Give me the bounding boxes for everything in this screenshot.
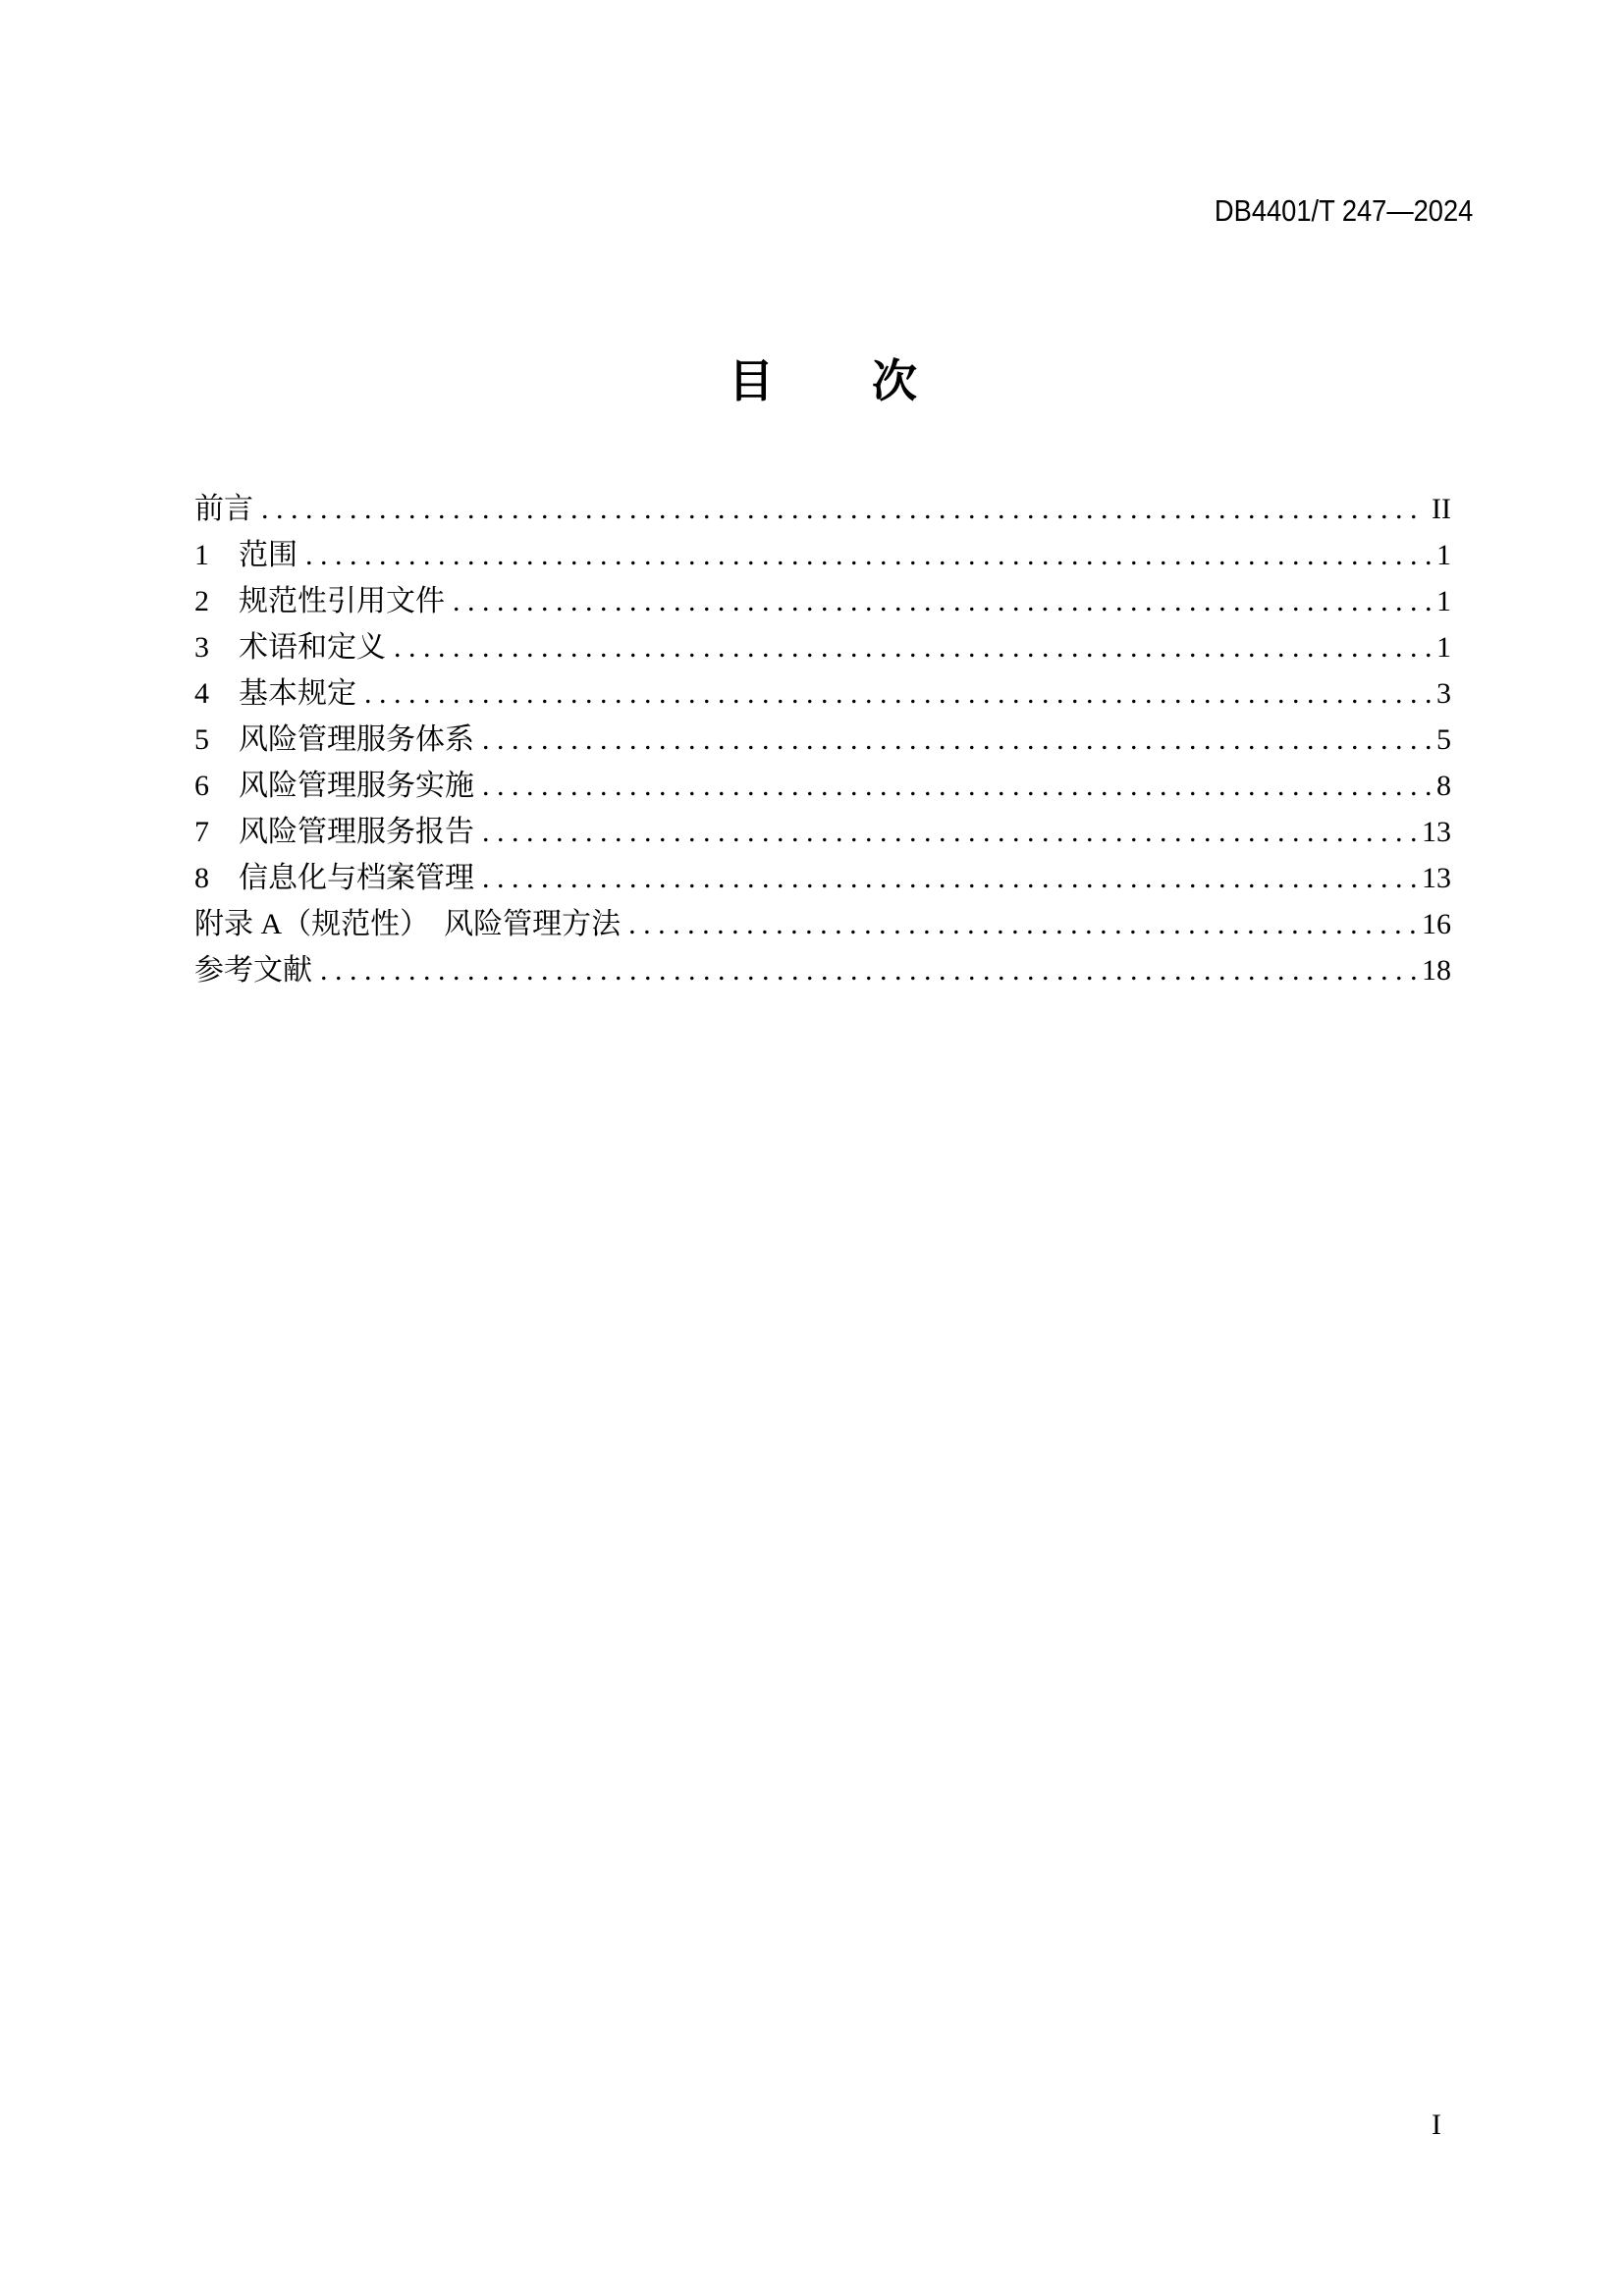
toc-entry-references bbox=[194, 947, 1451, 993]
toc-entry-page: II bbox=[1432, 493, 1451, 525]
dot-leader bbox=[394, 624, 1431, 670]
toc-entry-label: 7 风险管理服务报告 bbox=[194, 816, 474, 848]
dot-leader bbox=[364, 670, 1431, 717]
toc-entry-page: 3 bbox=[1436, 677, 1451, 710]
toc-entry-page: 5 bbox=[1436, 723, 1451, 756]
toc-entry-page: 1 bbox=[1436, 631, 1451, 664]
dot-leader bbox=[482, 763, 1431, 809]
toc-entry-label: 参考文献 bbox=[194, 954, 312, 987]
toc-entry-appendix-a bbox=[194, 901, 1451, 947]
toc-entry-information-archives bbox=[194, 855, 1451, 901]
toc-entry-scope bbox=[194, 532, 1451, 578]
toc-entry-label: 前言 bbox=[194, 493, 253, 525]
toc-entry-page: 13 bbox=[1422, 816, 1451, 848]
toc-entry-page: 13 bbox=[1422, 862, 1451, 894]
toc-entry-service-implementation bbox=[194, 763, 1451, 809]
toc-entry-label: 8 信息化与档案管理 bbox=[194, 862, 474, 894]
dot-leader bbox=[261, 486, 1426, 532]
dot-leader bbox=[482, 855, 1416, 901]
toc-entry-page: 1 bbox=[1436, 585, 1451, 617]
toc-entry-label: 3 术语和定义 bbox=[194, 631, 386, 664]
dot-leader bbox=[305, 532, 1431, 578]
page-title bbox=[194, 356, 1451, 406]
toc-entry-normative-references bbox=[194, 578, 1451, 624]
toc-entry-foreword bbox=[194, 486, 1451, 532]
toc-entry-basic-provisions bbox=[194, 670, 1451, 717]
toc-entry-label: 2 规范性引用文件 bbox=[194, 585, 445, 617]
dot-leader bbox=[628, 901, 1416, 947]
page-title-char-right: 次 bbox=[872, 356, 917, 406]
toc-entry-page: 18 bbox=[1422, 954, 1451, 987]
toc-entry-label: 1 范围 bbox=[194, 539, 298, 571]
toc-entry-label: 6 风险管理服务实施 bbox=[194, 770, 474, 802]
dot-leader bbox=[453, 578, 1431, 624]
toc-entry-service-system bbox=[194, 717, 1451, 763]
toc-entry-label: 5 风险管理服务体系 bbox=[194, 723, 474, 756]
toc-entry-page: 1 bbox=[1436, 539, 1451, 571]
table-of-contents bbox=[194, 486, 1451, 993]
dot-leader bbox=[320, 947, 1416, 993]
toc-entry-terms-definitions bbox=[194, 624, 1451, 670]
footer-page-number: I bbox=[1432, 2109, 1441, 2141]
page-title-char-left: 目 bbox=[729, 356, 774, 406]
header-doc-number: DB4401/T 247—2024 bbox=[1214, 193, 1473, 228]
toc-entry-page: 8 bbox=[1436, 770, 1451, 802]
dot-leader bbox=[482, 717, 1431, 763]
toc-entry-label: 附录 A（规范性） 风险管理方法 bbox=[194, 908, 622, 940]
toc-entry-page: 16 bbox=[1422, 908, 1451, 940]
toc-entry-label: 4 基本规定 bbox=[194, 677, 356, 710]
dot-leader bbox=[482, 809, 1416, 855]
toc-entry-service-report bbox=[194, 809, 1451, 855]
